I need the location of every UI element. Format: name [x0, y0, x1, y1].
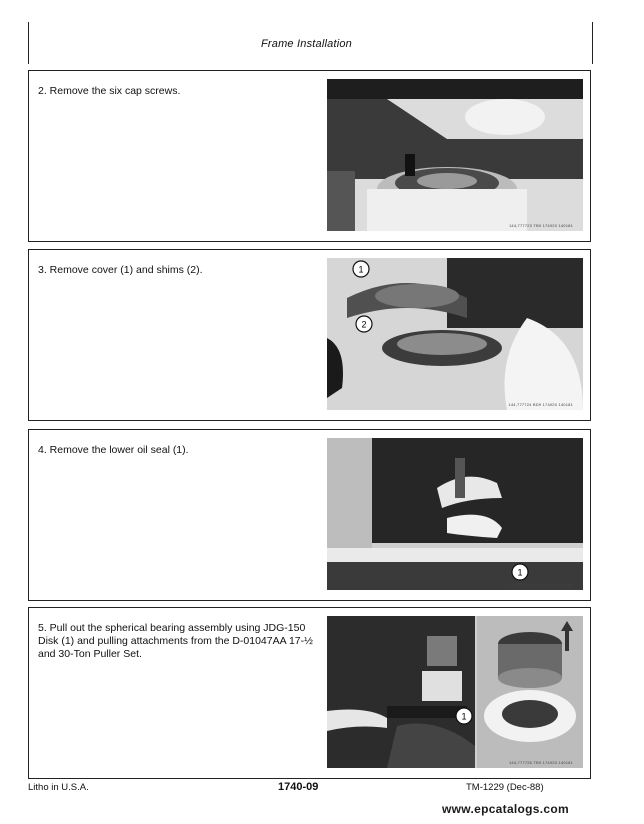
photo-reference-number: 144,777724 BD9 174020 140181	[508, 402, 573, 407]
callout-1	[512, 564, 528, 580]
step-block	[28, 429, 591, 601]
section-title: Frame Installation	[260, 38, 352, 50]
step-photo	[327, 79, 583, 231]
step-instruction: 4. Remove the lower oil seal (1).	[38, 444, 189, 456]
callout-label: 1	[358, 264, 364, 275]
page-header	[28, 22, 593, 64]
step-instruction: 2. Remove the six cap screws.	[38, 85, 181, 97]
callout-1	[456, 708, 472, 724]
step-instruction: 5. Pull out the spherical bearing assembly using JDG-150 Disk (1) and pulling attachments from the D-01047AA 17-½ and 30-Ton Puller Set.	[38, 622, 313, 660]
callout-1	[353, 261, 369, 277]
step-photo	[327, 616, 583, 768]
photo-reference-number: 144,777723 TB9 174020 140181	[508, 223, 573, 228]
step-photo	[327, 438, 583, 590]
page-number: 1740-09	[278, 781, 319, 793]
callout-label: 1	[517, 567, 523, 578]
callout-label: 2	[361, 319, 367, 330]
step-block	[28, 249, 591, 421]
manual-code: TM-1229 (Dec-88)	[466, 782, 544, 793]
step-block	[28, 70, 591, 242]
callout-label: 1	[461, 711, 467, 722]
callout-2	[356, 316, 372, 332]
watermark: www.epcatalogs.com	[442, 802, 569, 816]
step-photo	[327, 258, 583, 410]
step-instruction: 3. Remove cover (1) and shims (2).	[38, 264, 203, 276]
photo-reference-number: 144,777726 TB9 174020 140181	[508, 760, 573, 765]
step-block	[28, 607, 591, 779]
footer-print-location: Litho in U.S.A.	[28, 782, 89, 793]
photo-reference-number: 144,777725 TB9 174020 140181	[508, 582, 573, 587]
